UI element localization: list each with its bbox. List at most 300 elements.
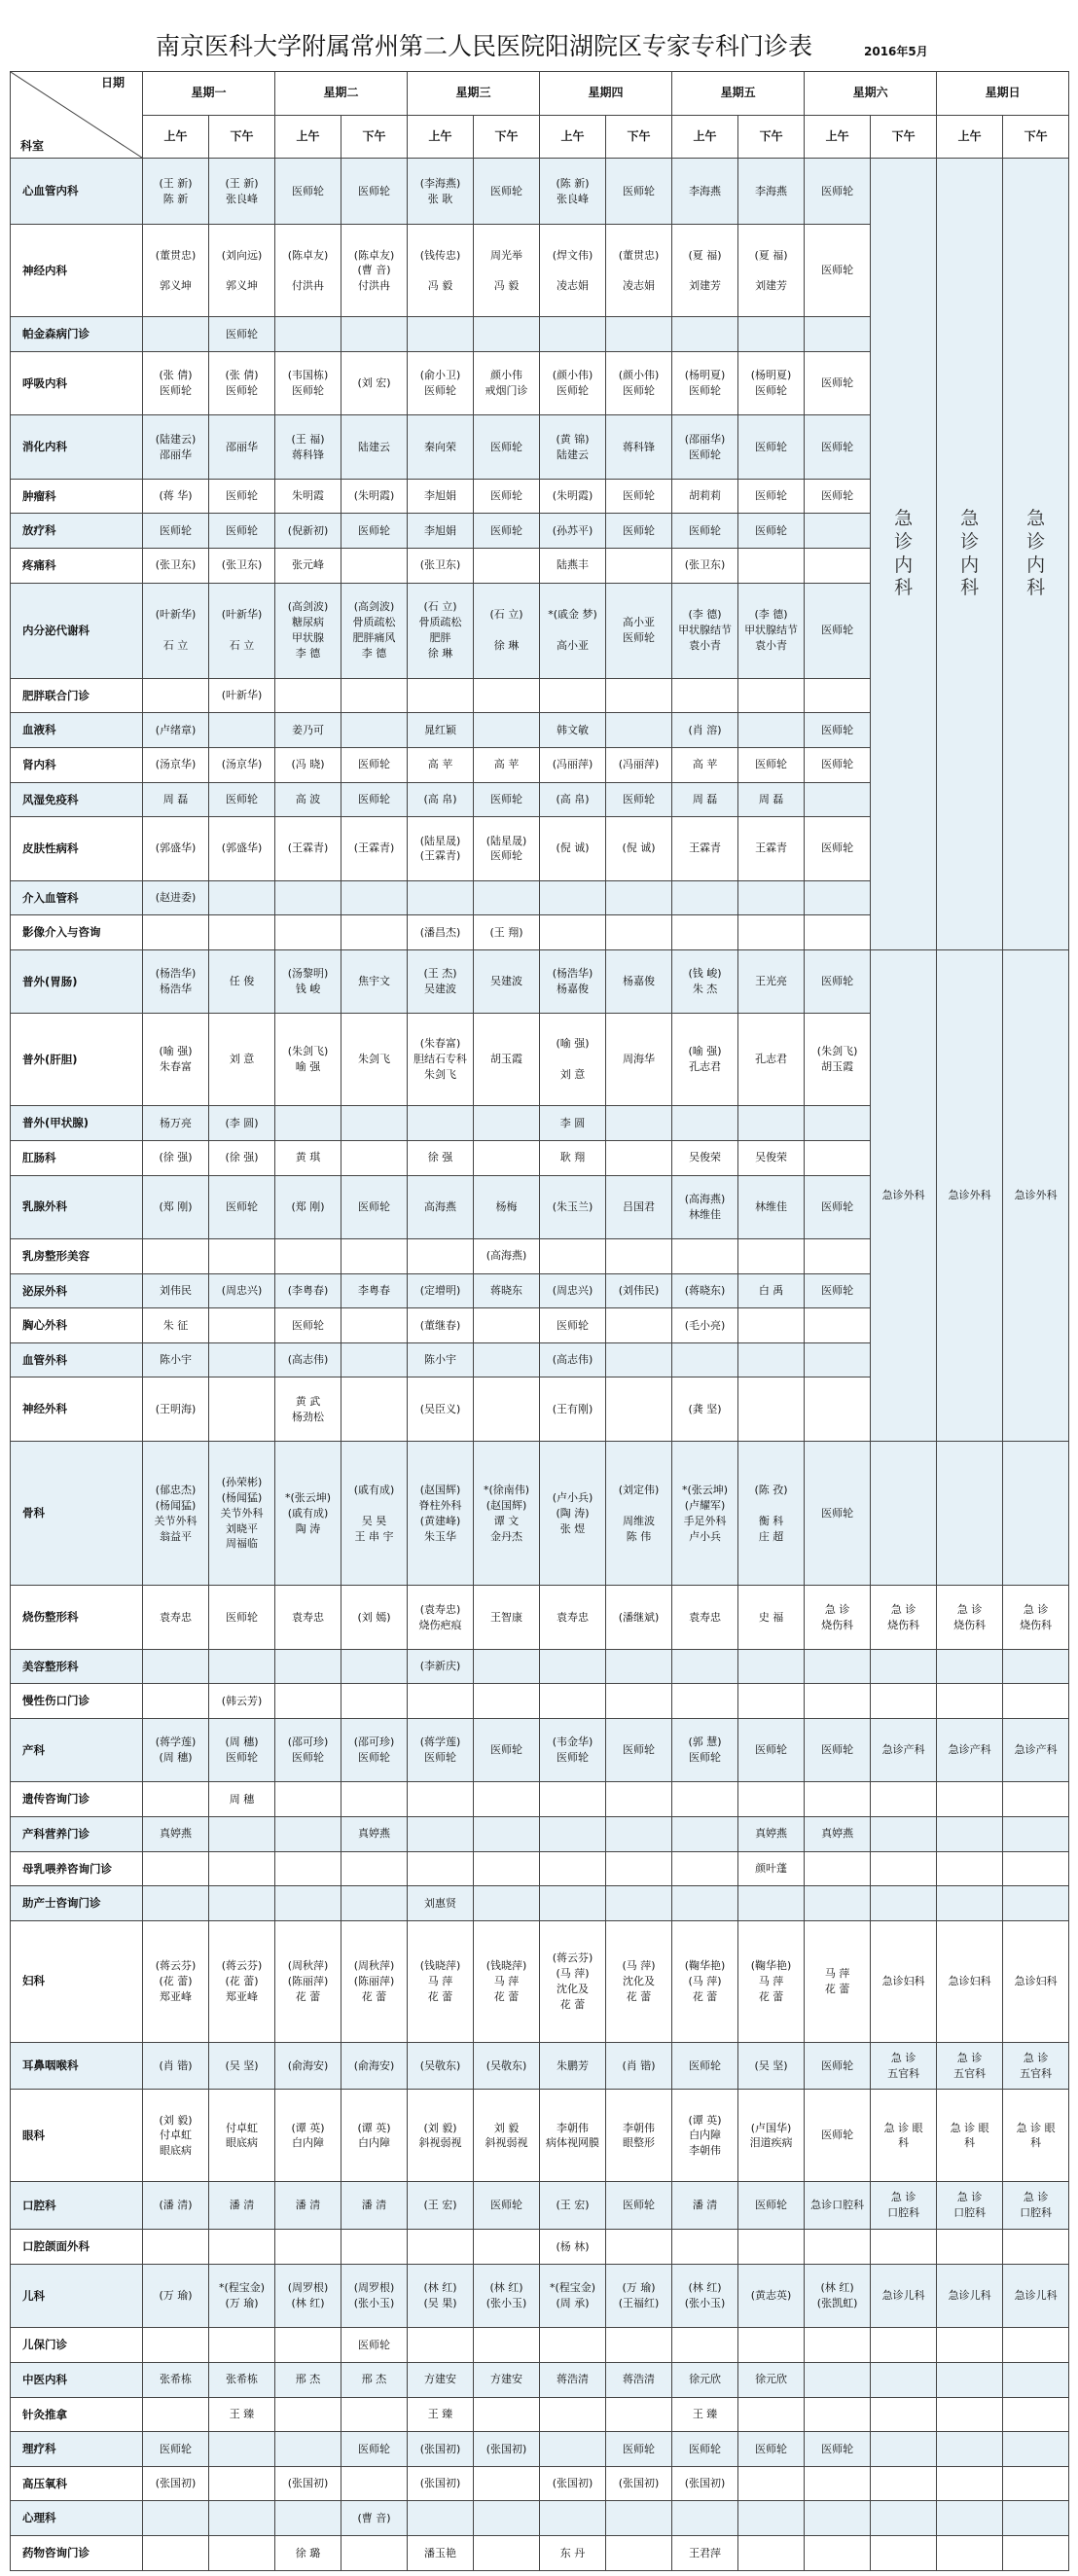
cell-line: (钱晓萍)	[485, 1958, 527, 1972]
schedule-cell	[606, 317, 672, 352]
schedule-cell	[275, 1441, 341, 1586]
schedule-cell	[606, 1014, 672, 1106]
schedule-cell	[143, 2328, 209, 2363]
dept-name: 普外(胃肠)	[11, 949, 143, 1013]
cell-line: 吴 昊	[361, 1514, 387, 1527]
cell-line: (马 萍)	[688, 1974, 722, 1987]
schedule-cell	[474, 1140, 540, 1175]
schedule-cell	[474, 2397, 540, 2432]
cell-line	[738, 2407, 804, 2422]
schedule-cell	[672, 1175, 738, 1238]
schedule-cell	[474, 2466, 540, 2501]
schedule-cell	[738, 514, 805, 549]
cell-line: 庄 超	[758, 1529, 784, 1543]
emergency-label	[960, 508, 979, 600]
schedule-cell	[672, 1586, 738, 1649]
schedule-cell	[606, 2042, 672, 2090]
schedule-cell	[805, 1886, 871, 1921]
schedule-cell	[408, 713, 474, 748]
cell-line: (刘向远)	[221, 248, 263, 262]
schedule-row	[11, 2501, 1069, 2536]
cell-line	[408, 1826, 473, 1842]
cell-line: (杨浩华)	[552, 967, 593, 981]
cell-line: (孙苏平)	[552, 523, 593, 537]
cell-line	[408, 1792, 473, 1807]
dept-name: 介入血管科	[11, 880, 143, 915]
cell-line: 高 苹	[692, 758, 718, 771]
cell-line: 医师轮	[821, 489, 854, 503]
cell-line: (陈卓友)	[287, 248, 329, 262]
cell-line	[738, 2239, 804, 2255]
schedule-cell	[275, 415, 341, 479]
cell-line	[672, 1896, 737, 1912]
schedule-cell	[474, 748, 540, 783]
cell-line: 花 蕾	[559, 1997, 586, 2011]
cell-line: 马 萍	[824, 1966, 850, 1980]
cell-line: 医师轮	[490, 849, 523, 863]
cell-line: (万 瑜)	[225, 2297, 259, 2310]
cell-line: 郑亚峰	[226, 1989, 258, 2003]
schedule-cell	[209, 317, 275, 352]
cell-line	[672, 1694, 737, 1709]
cell-line	[341, 1248, 407, 1264]
schedule-cell	[606, 1238, 672, 1273]
cell-line: 喻 强	[295, 1060, 321, 1074]
cell-line: 骨质疏松	[418, 616, 462, 629]
cell-line: (杨闻猛)	[221, 1490, 263, 1504]
emergency-char: 科	[960, 577, 980, 599]
cell-line: 眼底病	[160, 2144, 192, 2158]
schedule-cell	[474, 225, 540, 317]
cell-line: 刘伟民	[160, 1283, 192, 1297]
weekend-cell	[1003, 1441, 1069, 1586]
cell-line	[540, 327, 605, 342]
cell-line: (张国初)	[419, 2442, 461, 2455]
weekend-cell	[1003, 1718, 1069, 1781]
cell-line: 甲状腺	[292, 631, 325, 645]
schedule-cell	[143, 2090, 209, 2182]
cell-line: 科	[898, 2136, 910, 2150]
weekend-cell	[937, 2090, 1003, 2182]
cell-line: 吴俊荣	[755, 1151, 788, 1164]
schedule-cell	[805, 1816, 871, 1851]
cell-line: 关节外科	[220, 1506, 264, 1520]
schedule-cell	[143, 1342, 209, 1377]
schedule-cell	[275, 1816, 341, 1851]
cell-line: 胡玉霞	[821, 1060, 854, 1074]
cell-line: 医师轮	[557, 1751, 590, 1765]
cell-line	[474, 1318, 539, 1334]
dept-name: 眼科	[11, 2090, 143, 2182]
schedule-cell	[474, 1782, 540, 1817]
schedule-cell	[540, 1816, 606, 1851]
day-header-sat: 星期六	[805, 72, 937, 116]
cell-line	[408, 2511, 473, 2526]
cell-line: 潘玉艳	[424, 2546, 457, 2559]
schedule-cell	[143, 479, 209, 514]
cell-line: 白内障	[358, 2136, 391, 2150]
cell-line: 斜视弱视	[485, 2136, 528, 2150]
dept-name: 肾内科	[11, 748, 143, 783]
schedule-cell	[672, 583, 738, 678]
cell-line: 邵丽华	[160, 447, 192, 461]
cell-line: 杨万亮	[160, 1116, 192, 1129]
schedule-cell	[341, 1718, 408, 1781]
cell-line: (朱剑飞)	[816, 1045, 858, 1058]
emergency-block	[937, 159, 1003, 950]
schedule-cell	[738, 2090, 805, 2182]
schedule-cell	[540, 1014, 606, 1106]
schedule-cell	[209, 2466, 275, 2501]
cell-line: 郭义坤	[226, 279, 258, 293]
schedule-cell	[805, 2501, 871, 2536]
schedule-cell	[738, 1441, 805, 1586]
cell-line	[871, 1792, 936, 1807]
schedule-cell	[738, 583, 805, 678]
cell-line	[275, 1792, 341, 1807]
schedule-cell	[805, 782, 871, 817]
cell-line	[540, 2338, 605, 2353]
cell-line: (刘伟民)	[618, 1283, 660, 1297]
schedule-cell	[540, 317, 606, 352]
cell-line: (高海燕)	[684, 1192, 726, 1205]
schedule-cell	[275, 1782, 341, 1817]
cell-line: 急 诊	[956, 1602, 983, 1616]
schedule-cell	[143, 949, 209, 1013]
emergency-char: 内	[1026, 554, 1046, 576]
cell-line: (陈 孜)	[754, 1483, 788, 1496]
cell-line: 医师轮	[358, 1751, 391, 1765]
cell-line	[474, 890, 539, 906]
weekend-cell	[937, 2230, 1003, 2265]
cell-line: 东 丹	[559, 2546, 586, 2559]
schedule-cell	[672, 782, 738, 817]
schedule-cell	[209, 915, 275, 950]
cell-line: 冯 毅	[493, 279, 520, 293]
schedule-cell	[209, 2090, 275, 2182]
schedule-cell	[540, 415, 606, 479]
schedule-cell	[275, 1851, 341, 1886]
cell-line: 张 耿	[427, 192, 453, 205]
weekend-cell	[1003, 2397, 1069, 2432]
cell-line	[871, 1694, 936, 1709]
cell-line: 急 诊	[824, 1602, 850, 1616]
cell-line	[937, 2372, 1002, 2387]
cell-line: 肥胖	[429, 631, 451, 645]
schedule-cell	[738, 1851, 805, 1886]
cell-line	[805, 1352, 870, 1368]
schedule-cell	[275, 225, 341, 317]
cell-line	[408, 1694, 473, 1709]
cell-line: 潘 清	[361, 2199, 387, 2212]
schedule-cell	[341, 2328, 408, 2363]
schedule-cell	[540, 1175, 606, 1238]
cell-line: 李海燕	[689, 184, 722, 197]
schedule-cell	[408, 915, 474, 950]
cell-line	[209, 263, 274, 278]
dept-name: 普外(肝胆)	[11, 1014, 143, 1106]
schedule-cell	[672, 678, 738, 713]
schedule-cell	[474, 415, 540, 479]
schedule-cell	[805, 2466, 871, 2501]
dept-name: 心理科	[11, 2501, 143, 2536]
schedule-cell	[738, 1586, 805, 1649]
cell-line: (张卫东)	[419, 558, 461, 572]
schedule-cell	[143, 415, 209, 479]
cell-line	[341, 557, 407, 573]
cell-line	[408, 263, 473, 278]
cell-line	[606, 2407, 671, 2422]
cell-line	[937, 2546, 1002, 2561]
schedule-cell	[209, 2501, 275, 2536]
schedule-cell	[738, 1342, 805, 1377]
schedule-cell	[606, 2230, 672, 2265]
cell-line	[738, 2511, 804, 2526]
dept-name: 消化内科	[11, 415, 143, 479]
schedule-cell	[143, 2397, 209, 2432]
cell-line: 医师轮	[755, 489, 788, 503]
schedule-cell	[275, 1140, 341, 1175]
cell-line: 朱春富	[160, 1060, 192, 1074]
dept-name: 中医内科	[11, 2362, 143, 2397]
schedule-cell	[275, 549, 341, 584]
cell-line: 刘建芳	[755, 279, 788, 293]
cell-line: (肖 溶)	[688, 723, 722, 736]
cell-line: 医师轮	[821, 2442, 854, 2455]
weekend-cell	[871, 2264, 937, 2327]
cell-line	[606, 1694, 671, 1709]
cell-line: (高 帛)	[556, 792, 590, 805]
schedule-cell	[738, 880, 805, 915]
schedule-cell	[408, 2042, 474, 2090]
schedule-cell	[540, 2536, 606, 2571]
schedule-cell	[275, 1886, 341, 1921]
cell-line	[1003, 2546, 1068, 2561]
schedule-cell	[341, 1816, 408, 1851]
cell-line	[474, 557, 539, 573]
emergency-block	[937, 949, 1003, 1441]
dept-name: 高压氧科	[11, 2466, 143, 2501]
cell-line: 蒋科锋	[292, 447, 325, 461]
cell-line	[672, 1792, 737, 1807]
cell-line	[805, 1116, 870, 1131]
schedule-cell	[341, 2397, 408, 2432]
cell-line: (吴敬东)	[485, 2058, 527, 2072]
dept-name: 肿瘤科	[11, 479, 143, 514]
schedule-cell	[805, 1308, 871, 1343]
schedule-cell	[672, 1441, 738, 1586]
cell-line: (蒋晓东)	[684, 1283, 726, 1297]
schedule-cell	[540, 2362, 606, 2397]
schedule-cell	[738, 748, 805, 783]
pm-header: 下午	[341, 115, 408, 159]
cell-line: (刘 毅)	[159, 2113, 193, 2127]
cell-line	[341, 688, 407, 703]
schedule-cell	[408, 782, 474, 817]
cell-line: 医师轮	[689, 447, 722, 461]
cell-line: (周秋萍)	[353, 1958, 395, 1972]
cell-line	[738, 890, 804, 906]
cell-line: 医师轮	[821, 624, 854, 637]
emergency-block	[1003, 159, 1069, 950]
cell-line: 蒋科锋	[623, 440, 656, 453]
schedule-cell	[209, 1684, 275, 1719]
cell-line: 医师轮	[755, 758, 788, 771]
schedule-cell	[341, 583, 408, 678]
cell-line: (杨明夏)	[750, 369, 792, 382]
cell-line: 急诊妇科	[948, 1974, 991, 1987]
schedule-cell	[143, 1816, 209, 1851]
cell-line: 花 蕾	[626, 1989, 652, 2003]
schedule-cell	[209, 1851, 275, 1886]
cell-line: 李朝伟	[623, 2121, 656, 2134]
cell-line	[408, 688, 473, 703]
cell-line: (谭 英)	[291, 2121, 325, 2134]
schedule-cell	[209, 415, 275, 479]
cell-line: 口腔科	[953, 2206, 987, 2220]
schedule-cell	[474, 1308, 540, 1343]
cell-line: (马 萍)	[556, 1966, 590, 1980]
schedule-cell	[474, 352, 540, 415]
cell-line	[143, 263, 208, 278]
cell-line: 医师轮	[358, 758, 391, 771]
cell-line: 医师轮	[160, 2442, 192, 2455]
schedule-cell	[805, 817, 871, 880]
schedule-cell	[738, 1920, 805, 2042]
cell-line: 医师轮	[623, 792, 656, 805]
schedule-cell	[341, 1851, 408, 1886]
cell-line: 急诊儿科	[881, 2289, 925, 2303]
cell-line	[275, 2407, 341, 2422]
cell-line: 花 蕾	[692, 1989, 718, 2003]
cell-line	[937, 2407, 1002, 2422]
schedule-cell	[672, 1649, 738, 1684]
cell-line: 朱鹏芳	[557, 2058, 590, 2072]
schedule-cell	[143, 2042, 209, 2090]
cell-line	[540, 925, 605, 941]
schedule-cell	[474, 2362, 540, 2397]
schedule-cell	[805, 1014, 871, 1106]
weekend-cell	[871, 2397, 937, 2432]
schedule-cell	[143, 1140, 209, 1175]
cell-line: (周 穗)	[159, 1751, 193, 1765]
schedule-cell	[672, 1851, 738, 1886]
schedule-cell	[606, 415, 672, 479]
cell-line: (颜小伟)	[552, 369, 593, 382]
cell-line	[143, 2511, 208, 2526]
cell-line: 冯 毅	[427, 279, 453, 293]
schedule-cell	[341, 748, 408, 783]
cell-line: 急 诊	[956, 2191, 983, 2204]
schedule-cell	[805, 479, 871, 514]
schedule-cell	[606, 817, 672, 880]
cell-line	[937, 1861, 1002, 1877]
cell-line: (张 倩)	[225, 369, 259, 382]
schedule-cell	[408, 514, 474, 549]
cell-line: 颜小伟	[490, 369, 523, 382]
schedule-cell	[540, 2501, 606, 2536]
cell-line: 烧伤科	[887, 1618, 920, 1631]
cell-line	[871, 2338, 936, 2353]
cell-line: (吴臣义)	[419, 1402, 461, 1415]
cell-line	[209, 1402, 274, 1417]
cell-line: 医师轮	[689, 523, 722, 537]
schedule-row	[11, 2042, 1069, 2090]
schedule-cell	[408, 1920, 474, 2042]
cell-line: 潘 清	[295, 2199, 321, 2212]
cell-line: (王有刚)	[552, 1402, 593, 1415]
schedule-cell	[209, 1886, 275, 1921]
cell-line: (高志伟)	[287, 1353, 329, 1367]
cell-line: 烧伤科	[953, 1618, 987, 1631]
schedule-cell	[209, 748, 275, 783]
cell-line	[805, 2372, 870, 2387]
cell-line	[606, 1826, 671, 1842]
schedule-cell	[672, 1886, 738, 1921]
cell-line: 高小亚	[557, 639, 590, 653]
schedule-cell	[408, 1238, 474, 1273]
weekend-cell	[871, 1886, 937, 1921]
cell-line: 医师轮	[755, 2199, 788, 2212]
cell-line: 杨劲松	[292, 1410, 325, 1423]
schedule-row	[11, 2466, 1069, 2501]
cell-line	[738, 2546, 804, 2561]
schedule-cell	[474, 2264, 540, 2327]
schedule-cell	[738, 479, 805, 514]
pm-header: 下午	[606, 115, 672, 159]
cell-line	[606, 557, 671, 573]
schedule-cell	[474, 1816, 540, 1851]
cell-line: 邢 杰	[361, 2373, 387, 2386]
cell-line: (卢国华)	[750, 2121, 792, 2134]
cell-line: 吕国君	[623, 1199, 656, 1213]
schedule-cell	[606, 1851, 672, 1886]
cell-line: (蒋学莲)	[419, 1735, 461, 1749]
dept-name: 儿保门诊	[11, 2328, 143, 2363]
cell-line: (邵可珍)	[353, 1735, 395, 1749]
schedule-cell	[540, 1140, 606, 1175]
schedule-cell	[474, 949, 540, 1013]
cell-line: (王 新)	[159, 176, 193, 190]
cell-line: 医师轮	[557, 384, 590, 398]
cell-line: (韦国栋)	[287, 369, 329, 382]
weekend-cell	[1003, 2536, 1069, 2571]
cell-line	[738, 327, 804, 342]
cell-line: (徐 强)	[225, 1151, 259, 1164]
cell-line: (倪新初)	[287, 523, 329, 537]
cell-line: 周 磊	[692, 792, 718, 805]
cell-line: (林 红)	[489, 2281, 523, 2295]
cell-line: 李 圆	[559, 1116, 586, 1129]
cell-line: 黄 琪	[295, 1151, 321, 1164]
schedule-cell	[341, 1342, 408, 1377]
schedule-cell	[275, 2536, 341, 2571]
cell-line: 急 诊	[1023, 2191, 1049, 2204]
cell-line: 肥胖痛风	[352, 631, 396, 645]
schedule-cell	[341, 415, 408, 479]
cell-line: (李 德)	[754, 608, 788, 622]
cell-line	[341, 1659, 407, 1674]
schedule-cell	[606, 949, 672, 1013]
cell-line: 花 蕾	[427, 1989, 453, 2003]
schedule-cell	[672, 2042, 738, 2090]
cell-line	[805, 2338, 870, 2353]
cell-line: 急诊口腔科	[810, 2199, 865, 2212]
cell-line	[275, 890, 341, 906]
cell-line: 医师轮	[358, 184, 391, 197]
cell-line: (王 翔)	[489, 925, 523, 939]
cell-line	[738, 2476, 804, 2491]
